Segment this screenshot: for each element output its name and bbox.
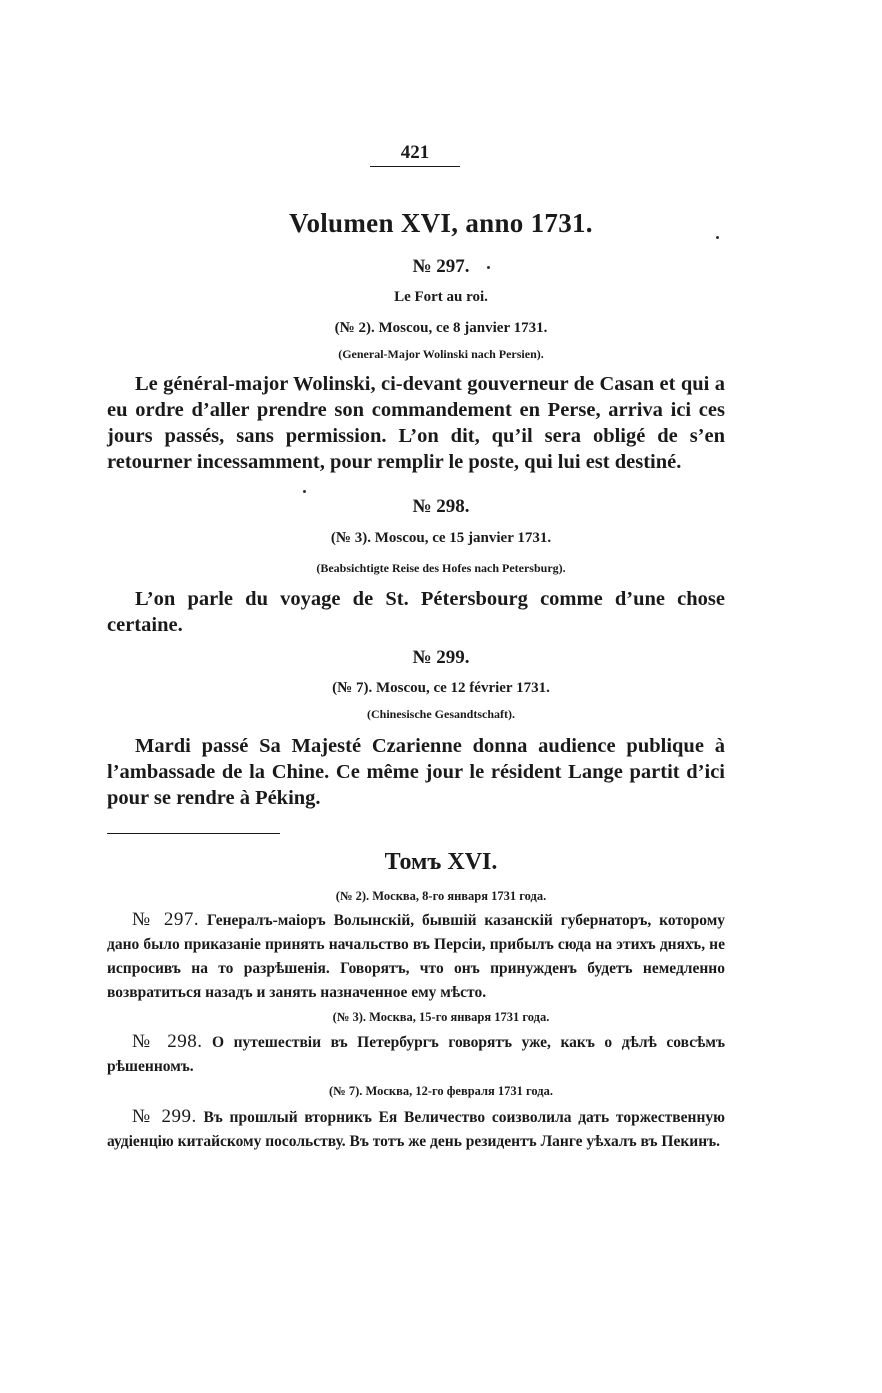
entry-297-note: (General-Major Wolinski nach Persien). <box>338 347 544 361</box>
scan-speck <box>303 490 306 493</box>
entry-297-addressee: Le Fort au roi. <box>394 289 488 305</box>
section-divider <box>107 833 280 834</box>
entry-299-note: (Chinesische Gesandtschaft). <box>366 707 515 721</box>
entry-299-text: Mardi passé Sa Majesté Czarienne donna audience publique à l’ambassade de la Chine. Ce même jour le résident Lange partit d’ici pour se rendre à Péking. <box>107 735 725 809</box>
russian-299-body: Въ прошлый вторникъ Ея Величество соизволила дать торжественную аудіенцію китайскому посольству. Въ тотъ же день резидентъ Ланге уѣхалъ въ Пекинъ. <box>107 1109 725 1150</box>
russian-298-text <box>107 1030 725 1079</box>
russian-299-date: (№ 7). Москва, 12-го февраля 1731 года. <box>328 1084 554 1098</box>
entry-297-text: Le général-major Wolinski, ci-devant gouverneur de Casan et qui a eu ordre d’aller prendre son commandement en Perse, arriva ici ces jours passés, sans permission. L’on dit, qu’il sera obligé de s’en retourner incessamment, pour remplir le poste, qui lui est destiné. <box>107 373 725 473</box>
russian-298-date: (№ 3). Москва, 15-го января 1731 года. <box>332 1010 550 1024</box>
page-number: 421 <box>370 142 460 167</box>
entry-298-dateline: (№ 3). Moscou, ce 15 janvier 1731. <box>330 530 552 546</box>
russian-299-text <box>107 1105 725 1154</box>
scan-speck <box>716 236 719 239</box>
russian-299-number: № 299. <box>132 1106 197 1127</box>
russian-297-number: № 297. <box>132 909 200 930</box>
russian-298-number: № 298. <box>132 1031 203 1052</box>
entry-298-note: (Beabsichtigte Reise des Hofes nach Petersburg). <box>316 561 566 575</box>
entry-298-text: L’on parle du voyage de St. Pétersbourg comme d’une chose certaine. <box>107 588 725 636</box>
russian-297-body: Генералъ-маіоръ Волынскій, бывшій казанскій губернаторъ, которому дано было приказаніе принять начальство въ Персіи, прибылъ сюда на этихъ дняхъ, не испросивъ на то разрѣшенія. Говорятъ, что онъ принужденъ будетъ немедленно возвратиться назадъ и занять назначенное ему мѣсто. <box>107 912 726 1001</box>
entry-297-number: № 297. <box>412 256 470 277</box>
russian-298-body: О путешествіи въ Петербургъ говорятъ уже, какъ о дѣлѣ совсѣмъ рѣшенномъ. <box>107 1034 725 1075</box>
russian-297-date: (№ 2). Москва, 8-го января 1731 года. <box>335 889 547 903</box>
entry-299-number: № 299. <box>412 647 470 668</box>
entry-299-dateline: (№ 7). Moscou, ce 12 février 1731. <box>332 680 550 696</box>
volume-title: Volumen XVI, anno 1731. <box>289 208 593 238</box>
entry-298-number: № 298. <box>412 496 470 517</box>
entry-297-dateline: (№ 2). Moscou, ce 8 janvier 1731. <box>334 320 548 336</box>
scan-speck <box>487 266 490 269</box>
russian-297-text <box>107 908 725 1005</box>
russian-volume-title: Томъ XVI. <box>384 849 498 875</box>
